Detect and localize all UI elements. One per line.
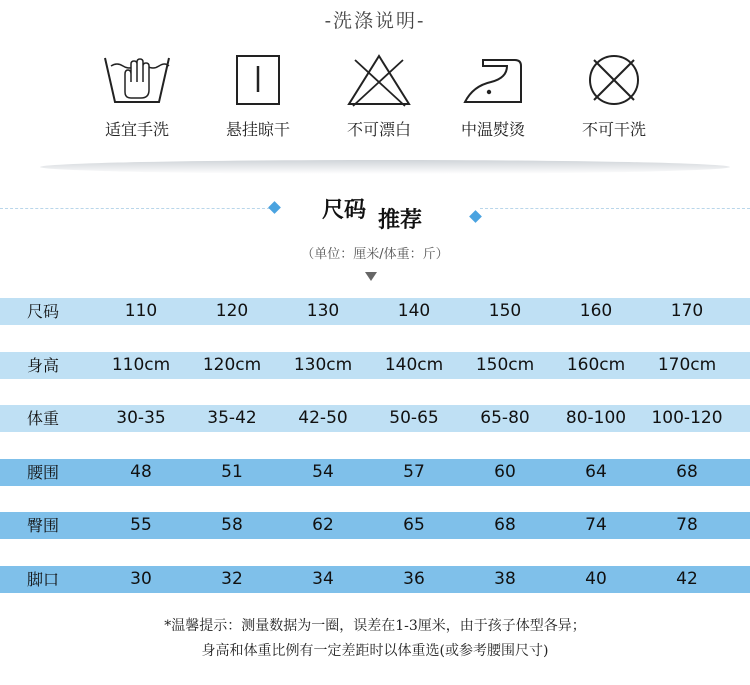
table-cell: 50-65 xyxy=(389,408,439,428)
line-dry-icon xyxy=(222,52,294,108)
table-cell: 150cm xyxy=(475,355,535,375)
row-label: 腰围 xyxy=(26,463,59,482)
table-cell: 36 xyxy=(403,569,425,589)
care-label-no-dry-clean: 不可干洗 xyxy=(581,120,646,139)
table-cell: 100-120 xyxy=(651,408,723,428)
care-item-no-dry-clean xyxy=(549,52,679,140)
care-label-iron: 中温熨烫 xyxy=(460,120,525,139)
table-cell: 60 xyxy=(494,462,516,482)
care-title: -洗涤说明- xyxy=(324,10,426,32)
table-row xyxy=(0,405,750,432)
table-row xyxy=(0,459,750,486)
unit-note: （单位：厘米/体重：斤） xyxy=(301,247,449,262)
care-item-iron xyxy=(428,52,558,140)
table-cell: 30-35 xyxy=(116,408,166,428)
table-cell: 42-50 xyxy=(298,408,348,428)
care-item-hand-wash xyxy=(72,52,202,140)
table-cell: 58 xyxy=(221,515,243,535)
no-dry-clean-icon xyxy=(578,52,650,108)
table-cell: 64 xyxy=(585,462,607,482)
table-cell: 170 xyxy=(670,301,704,321)
table-cell: 42 xyxy=(676,569,698,589)
triangle-down-icon xyxy=(365,272,377,281)
care-label-no-bleach: 不可漂白 xyxy=(346,120,411,139)
table-cell: 140cm xyxy=(384,355,444,375)
table-cell: 80-100 xyxy=(565,408,627,428)
care-item-line-dry xyxy=(193,52,323,140)
table-cell: 130cm xyxy=(293,355,353,375)
table-cell: 35-42 xyxy=(207,408,257,428)
table-cell: 120 xyxy=(215,301,249,321)
divider-line-right xyxy=(480,208,750,209)
table-cell: 160cm xyxy=(566,355,626,375)
care-label-hand-wash: 适宜手洗 xyxy=(104,120,169,139)
table-cell: 65 xyxy=(403,515,425,535)
care-icons xyxy=(0,52,750,142)
table-cell: 54 xyxy=(312,462,334,482)
table-cell: 120cm xyxy=(202,355,262,375)
table-cell: 74 xyxy=(585,515,607,535)
table-cell: 170cm xyxy=(657,355,717,375)
hand-wash-icon xyxy=(101,52,173,108)
table-cell: 55 xyxy=(130,515,152,535)
row-label: 尺码 xyxy=(26,302,59,321)
size-title-part2: 推荐 xyxy=(378,208,423,233)
table-row xyxy=(0,566,750,593)
table-row xyxy=(0,512,750,539)
table-cell: 34 xyxy=(312,569,334,589)
diamond-right-icon xyxy=(469,210,482,223)
table-cell: 110 xyxy=(124,301,158,321)
care-item-no-bleach xyxy=(314,52,444,140)
table-cell: 57 xyxy=(403,462,425,482)
table-cell: 130 xyxy=(306,301,340,321)
table-cell: 40 xyxy=(585,569,607,589)
table-cell: 51 xyxy=(221,462,243,482)
divider-line-left xyxy=(0,208,270,209)
table-cell: 68 xyxy=(494,515,516,535)
row-label: 身高 xyxy=(26,356,59,375)
note-line-2: 身高和体重比例有一定差距时以体重选(或参考腰围尺寸) xyxy=(201,643,549,659)
size-title-part1: 尺码 xyxy=(322,198,367,223)
row-label: 臀围 xyxy=(26,516,59,535)
table-cell: 140 xyxy=(397,301,431,321)
row-label: 体重 xyxy=(26,409,59,428)
table-cell: 32 xyxy=(221,569,243,589)
section-divider-shadow xyxy=(40,160,730,174)
table-row xyxy=(0,352,750,379)
table-cell: 30 xyxy=(130,569,152,589)
note-line-1: *温馨提示：测量数据为一圈，误差在1-3厘米，由于孩子体型各异； xyxy=(164,618,586,634)
table-cell: 78 xyxy=(676,515,698,535)
table-cell: 48 xyxy=(130,462,152,482)
table-cell: 160 xyxy=(579,301,613,321)
no-bleach-icon xyxy=(343,52,415,108)
table-cell: 150 xyxy=(488,301,522,321)
table-cell: 62 xyxy=(312,515,334,535)
table-row xyxy=(0,298,750,325)
row-label: 脚口 xyxy=(26,570,59,589)
iron-medium-icon xyxy=(457,52,529,108)
table-cell: 38 xyxy=(494,569,516,589)
table-cell: 110cm xyxy=(111,355,171,375)
diamond-left-icon xyxy=(268,201,281,214)
care-label-line-dry: 悬挂晾干 xyxy=(225,120,290,139)
table-cell: 65-80 xyxy=(480,408,530,428)
table-cell: 68 xyxy=(676,462,698,482)
